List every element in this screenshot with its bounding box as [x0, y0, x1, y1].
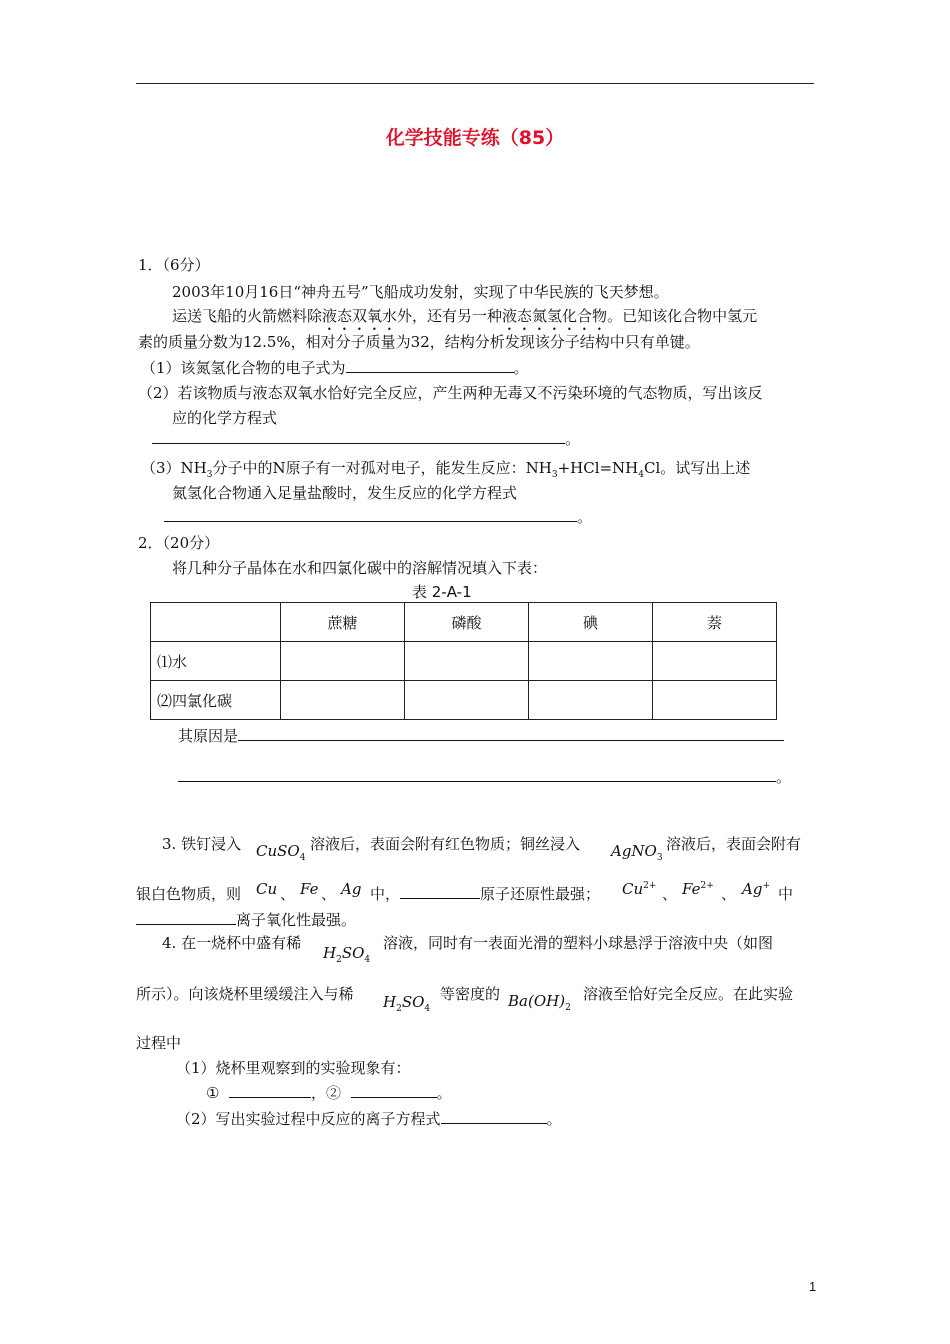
header-rule	[136, 83, 814, 84]
q1-sub2-line1: （2）若该物质与液态双氧水恰好完全反应，产生两种无毒又不污染环境的气态物质，写出该反	[138, 384, 763, 402]
answer-blank[interactable]	[400, 884, 480, 899]
header-cell: 萘	[653, 603, 777, 642]
answer-cell[interactable]	[653, 681, 777, 720]
separator: 、	[280, 885, 296, 903]
formula-h2so4: $H_2SO_4$	[383, 993, 431, 1014]
page-number: 1	[809, 1279, 817, 1294]
formula-cuso4: CuSO$_4$	[256, 842, 306, 863]
ion-ag: Ag+	[742, 880, 770, 898]
formula-agno3: AgNO$_3$	[611, 842, 663, 863]
symbol-ag: Ag	[341, 880, 362, 898]
answer-cell[interactable]	[405, 642, 529, 681]
q1-line1: 2003年10月16日“神舟五号”飞船成功发射，实现了中华民族的飞天梦想。	[172, 283, 669, 301]
table-row	[151, 681, 777, 720]
table-header-row	[151, 603, 777, 642]
q3-line2b: 中， 原子还原性最强；	[370, 885, 601, 903]
q3-line3: 离子氧化性最强。	[136, 909, 356, 930]
q1-sub2-answer: 。	[152, 428, 580, 449]
q4-line2c: 溶液至恰好完全反应。在此实验	[583, 985, 794, 1003]
q3-line1a: 3. 铁钉浸入	[162, 835, 242, 853]
solubility-table	[150, 602, 777, 720]
symbol-cu: Cu	[256, 880, 278, 898]
ion-fe2: $Fe^{2+}$	[682, 880, 714, 898]
table-caption: 表 2-A-1	[412, 583, 472, 601]
answer-blank[interactable]	[441, 1109, 547, 1124]
q4-sub2: （2）写出实验过程中反应的离子方程式 。	[176, 1110, 562, 1128]
row-label: ⑵四氯化碳	[151, 681, 281, 720]
answer-blank[interactable]	[229, 1083, 311, 1098]
row-label: ⑴水	[151, 642, 281, 681]
q1-sub3-line1: $(3)NH_3$分子中的N原子有一对孤对电子，能发生反应：$NH_3+HCl=NH_4Cl$。试写出上述	[141, 459, 751, 480]
answer-blank[interactable]	[346, 358, 514, 373]
table-row	[151, 642, 777, 681]
answer-cell[interactable]	[281, 681, 405, 720]
q4-line2b: 等密度的	[440, 985, 501, 1003]
header-cell: 碘	[529, 603, 653, 642]
answer-blank[interactable]	[238, 726, 784, 741]
q1-line3: 素的质量分数为12.5%，相对分子质量为32，结构分析发现该分子结构中只有单键。	[138, 333, 700, 351]
symbol-fe: Fe	[300, 880, 319, 898]
q1-line2: 运送飞船的火箭燃料除液态双氧水外，还有另一种液态氮氢化合物。已知该化合物中氢元	[172, 307, 758, 325]
q1-sub2-line2: 应的化学方程式	[172, 409, 278, 427]
q4-line1a: 4. 在一烧杯中盛有稀	[162, 934, 302, 952]
q1-heading: 1．（6分）	[138, 256, 210, 274]
answer-blank[interactable]	[136, 910, 236, 925]
q4-line1b: 溶液，同时有一表面光滑的塑料小球悬浮于溶液中央（如图	[383, 934, 774, 952]
q3-line2c: 中	[778, 885, 794, 903]
q3-line1b: 溶液后，表面会附有红色物质；铜丝浸入	[310, 835, 581, 853]
answer-blank[interactable]	[178, 767, 776, 782]
q4-sub1: （1）烧杯里观察到的实验现象有：	[176, 1059, 411, 1077]
q2-intro: 将几种分子晶体在水和四氯化碳中的溶解情况填入下表：	[172, 559, 548, 577]
page-title: 化学技能专练（85）	[385, 127, 565, 149]
q4-line2a: 所示）。向该烧杯里缓缓注入与稀	[136, 985, 354, 1003]
separator: 、	[721, 885, 737, 903]
q2-heading: 2．（20分）	[138, 534, 220, 552]
header-cell: 磷酸	[405, 603, 529, 642]
q4-sub1-answers: ① ，② 。	[206, 1084, 452, 1102]
q4-line3: 过程中	[136, 1034, 182, 1052]
q3-line1c: 溶液后，表面会附有	[666, 835, 802, 853]
separator: 、	[662, 885, 678, 903]
q1-sub3-answer: 。	[164, 506, 592, 527]
formula-h2so4: $H_2SO_4$	[323, 944, 371, 965]
formula-baoh2: $Ba(OH)_2$	[508, 992, 571, 1013]
header-cell	[151, 603, 281, 642]
q1-sub3-line2: 氮氢化合物通入足量盐酸时，发生反应的化学方程式	[172, 484, 518, 502]
ion-cu2: $Cu^{2+}$	[622, 880, 657, 898]
q2-reason: 其原因是	[178, 725, 784, 746]
q1-sub1: （1）该氮氢化合物的电子式为 。	[141, 359, 529, 377]
answer-cell[interactable]	[529, 642, 653, 681]
answer-cell[interactable]	[405, 681, 529, 720]
answer-blank[interactable]	[164, 507, 577, 522]
answer-blank[interactable]	[351, 1083, 437, 1098]
q2-reason-line2: 。	[178, 766, 791, 787]
header-cell: 蔗糖	[281, 603, 405, 642]
q3-line2a: 银白色物质，则	[136, 885, 242, 903]
separator: 、	[321, 885, 337, 903]
answer-cell[interactable]	[653, 642, 777, 681]
answer-cell[interactable]	[529, 681, 653, 720]
answer-blank[interactable]	[152, 429, 565, 444]
answer-cell[interactable]	[281, 642, 405, 681]
